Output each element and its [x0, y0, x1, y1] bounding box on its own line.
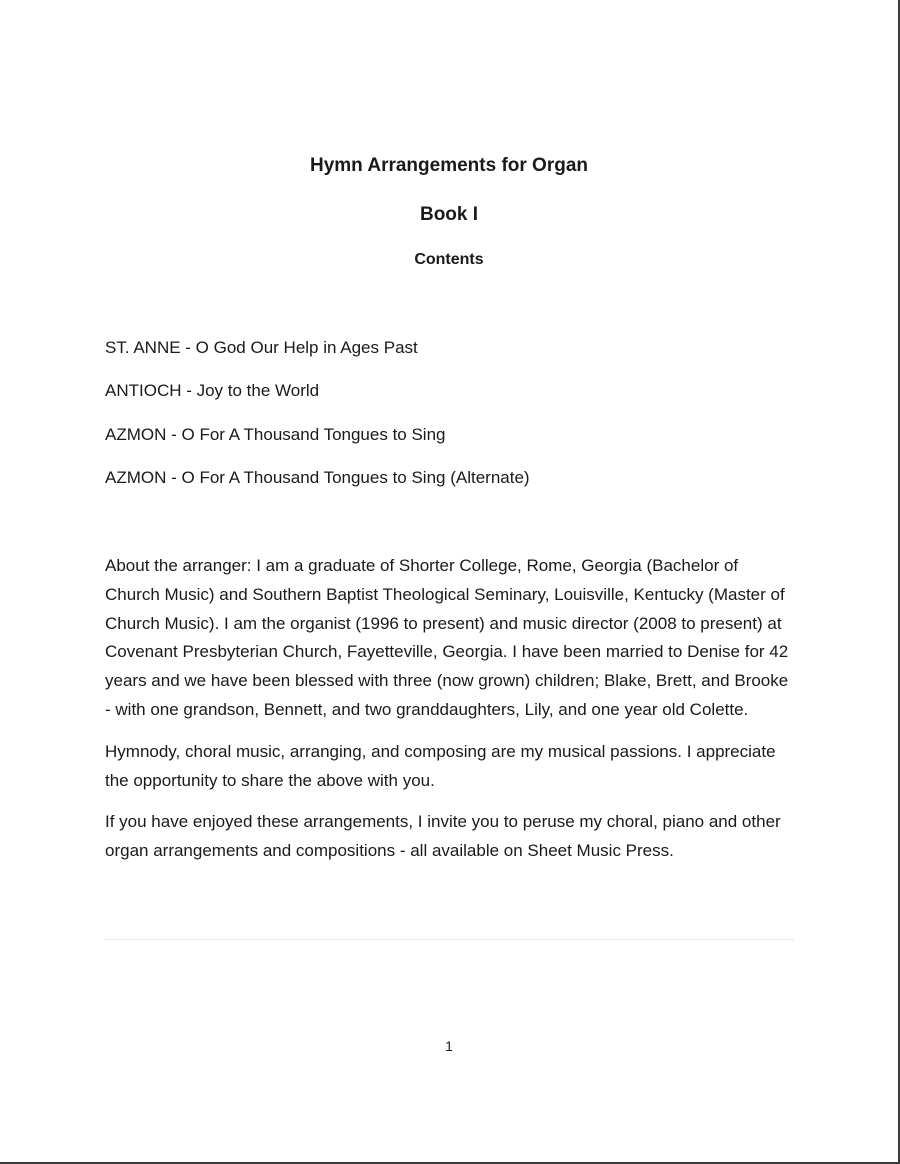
- contents-item: AZMON - O For A Thousand Tongues to Sing (Alternate): [105, 467, 530, 487]
- about-paragraph: If you have enjoyed these arrangements, I invite you to peruse my choral, piano and other organ arrangements and compositions - all available on Sheet Music Press.: [105, 812, 781, 861]
- contents-item: AZMON - O For A Thousand Tongues to Sing: [105, 424, 446, 444]
- page-number: 1: [445, 1038, 453, 1054]
- book-label: Book I: [419, 204, 479, 225]
- document-title: Hymn Arrangements for Organ: [309, 155, 588, 176]
- about-section: [105, 552, 795, 879]
- divider: [105, 939, 793, 940]
- about-paragraph: Hymnody, choral music, arranging, and composing are my musical passions. I appreciate the opportunity to share the above with you.: [105, 741, 776, 790]
- contents-item: ANTIOCH - Joy to the World: [105, 381, 320, 401]
- contents-list: [105, 337, 530, 510]
- contents-heading: Contents: [414, 251, 484, 268]
- about-paragraph: About the arranger: I am a graduate of Shorter College, Rome, Georgia (Bachelor of Church Music) and Southern Baptist Theological Seminary, Louisville, Kentucky (Master of Church Music). I am the organist (1996 to present) and music director (2008 to present) at Covenant Presbyterian Church, Fayetteville, Georgia. I have been married to Denise for 42 years and we have been blessed with three (now grown) children; Blake, Brett, and Brooke - with one grandson, Bennett, and two granddaughters, Lily, and one year old Colette.: [105, 556, 789, 719]
- contents-item: ST. ANNE - O God Our Help in Ages Past: [105, 338, 418, 357]
